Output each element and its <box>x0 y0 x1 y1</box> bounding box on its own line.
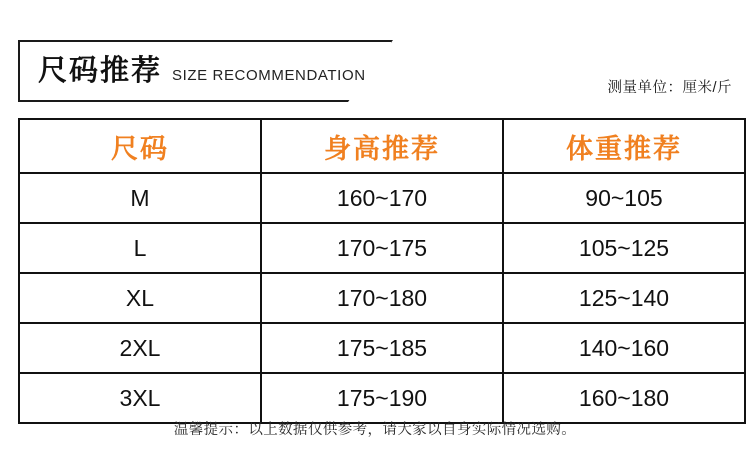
disclaimer-note: 温馨提示：以上数据仅供参考，请大家以自身实际情况选购。 <box>173 422 577 438</box>
cell-height: 175~185 <box>261 323 503 373</box>
table-row <box>19 173 745 223</box>
cell-height: 170~175 <box>261 223 503 273</box>
cell-weight: 90~105 <box>503 173 745 223</box>
table-header-row <box>19 119 745 173</box>
cell-weight: 105~125 <box>503 223 745 273</box>
size-table-wrapper <box>18 118 732 424</box>
cell-height: 170~180 <box>261 273 503 323</box>
cell-size: 3XL <box>19 373 261 423</box>
cell-size: M <box>19 173 261 223</box>
table-row <box>19 223 745 273</box>
cell-height: 160~170 <box>261 173 503 223</box>
column-header-height: 身高推荐 <box>261 119 503 173</box>
header <box>18 40 732 102</box>
measurement-unit-note: 测量单位：厘米/斤 <box>607 80 732 96</box>
cell-weight: 140~160 <box>503 323 745 373</box>
cell-height: 175~190 <box>261 373 503 423</box>
cell-weight: 160~180 <box>503 373 745 423</box>
page-subtitle: SIZE RECOMMENDATION <box>172 66 366 84</box>
cell-size: XL <box>19 273 261 323</box>
table-row <box>19 273 745 323</box>
cell-weight: 125~140 <box>503 273 745 323</box>
column-header-size: 尺码 <box>19 119 261 173</box>
page-title: 尺码推荐 <box>38 54 163 87</box>
table-row <box>19 323 745 373</box>
size-table <box>18 118 746 424</box>
cell-size: 2XL <box>19 323 261 373</box>
column-header-weight: 体重推荐 <box>503 119 745 173</box>
header-text-group <box>18 40 393 102</box>
table-row <box>19 373 745 423</box>
cell-size: L <box>19 223 261 273</box>
